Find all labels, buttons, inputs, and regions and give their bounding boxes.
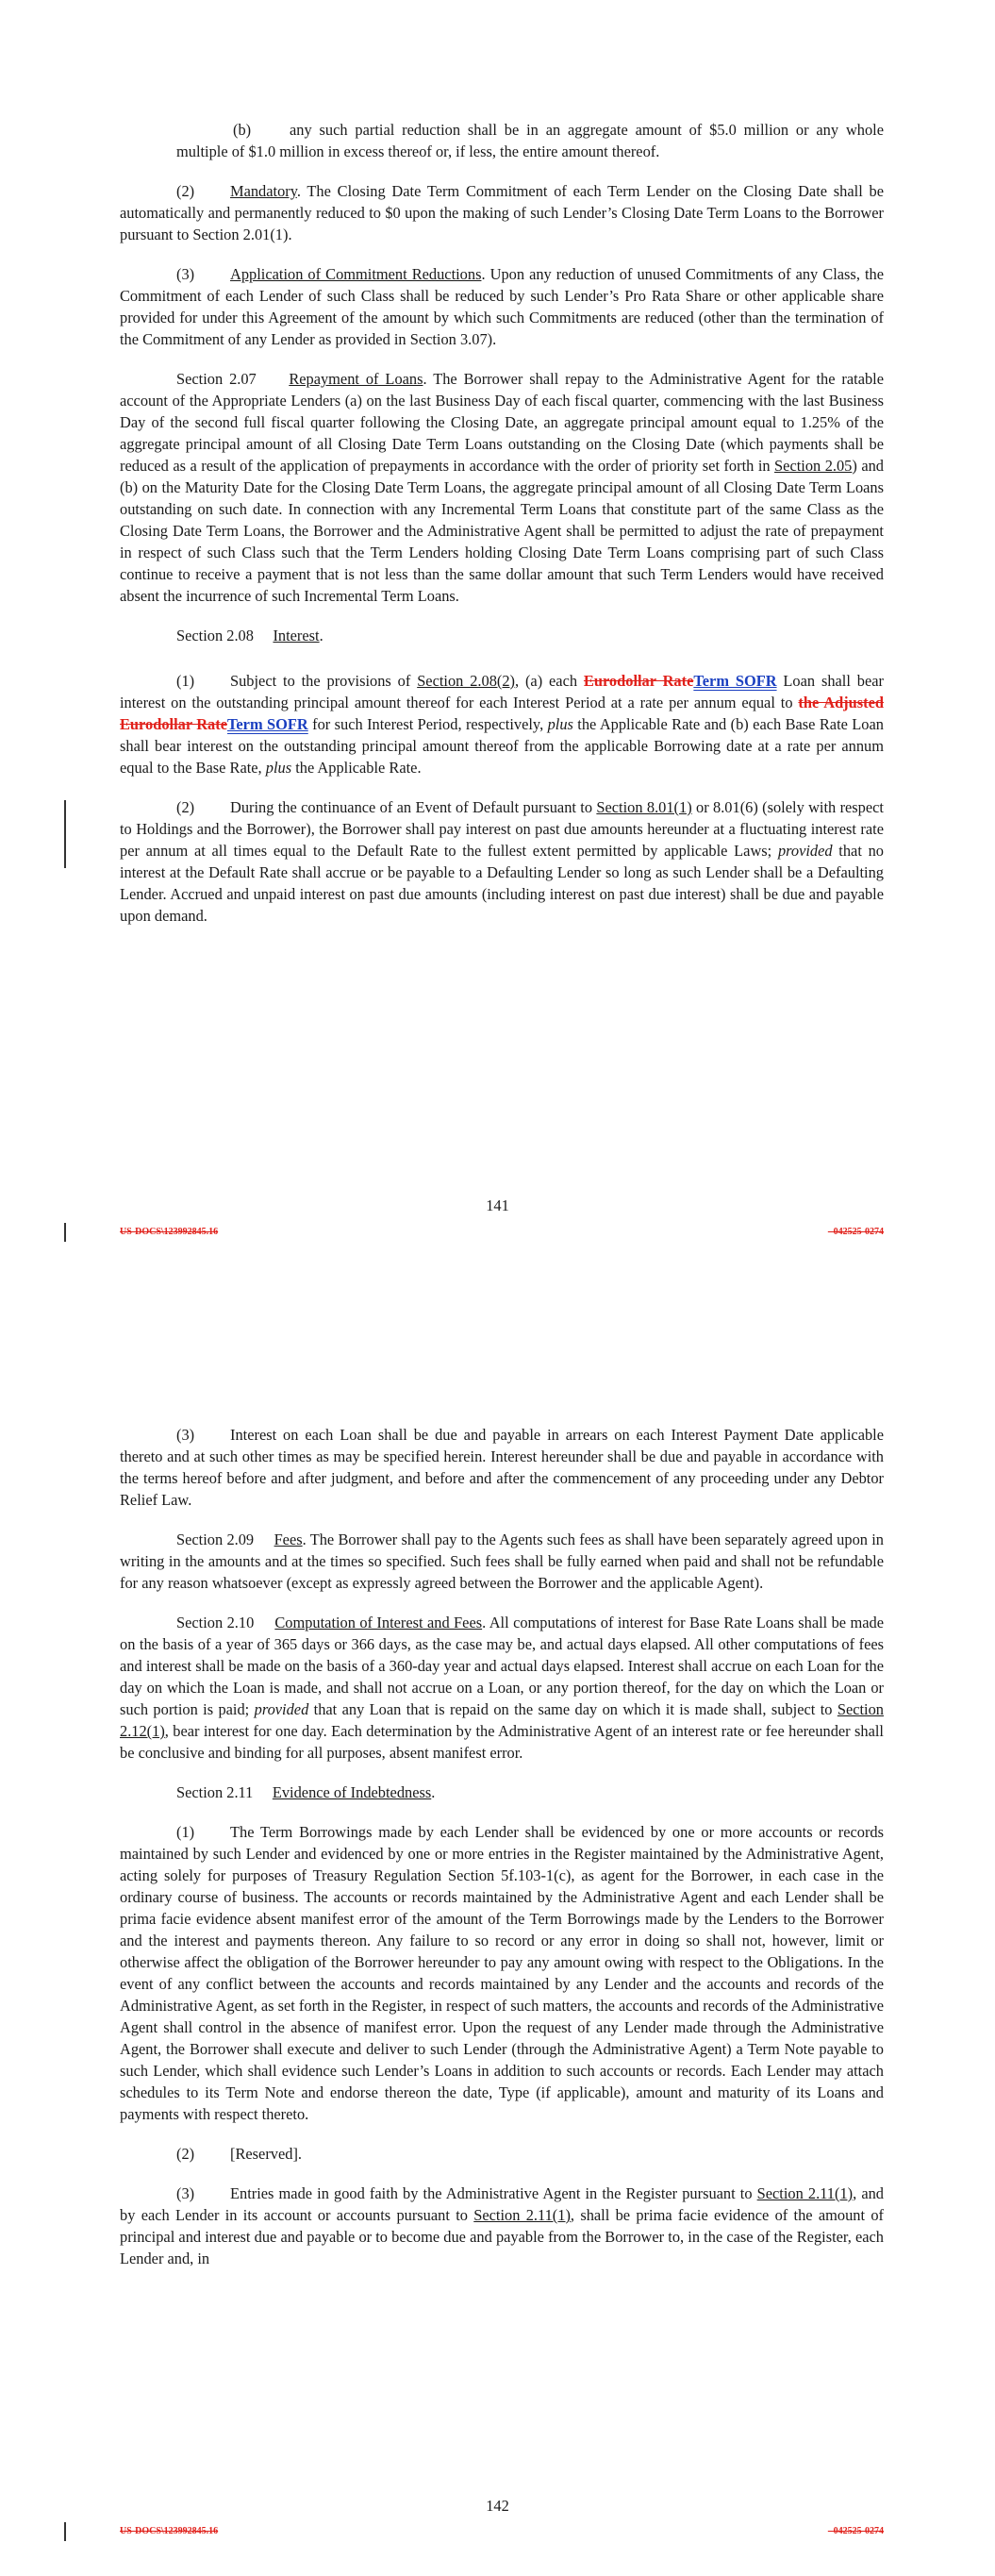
section-2-11-3: (3) Entries made in good faith by the Administrative Agent in the Register pursuant to Section 2.11(1), and by each Lender in its account or accounts pursuant to Section 2.11(1), shall be prima facie evidence of the amount of principal and interest due and payable or to become due and payable from the Borrower to, in the case of the Register, each Lender and, in: [120, 2184, 884, 2267]
page-141-body: [120, 119, 884, 945]
ref-section-2-11-1[interactable]: Section 2.11(1): [473, 2206, 571, 2224]
section-2-11-2: (2) [Reserved].: [176, 2145, 302, 2163]
para-b: (b) any such partial reduction shall be in an aggregate amount of $5.0 million or any whole multiple of $1.0 million in excess thereof or, if less, the entire amount thereof.: [176, 121, 884, 160]
heading-mandatory: Mandatory: [230, 182, 297, 200]
para-3-application: (3) Application of Commitment Reductions. Upon any reduction of unused Commitments of any Class, the Commitment of each Lender of such Class shall be reduced by such Lender’s Pro Rata Share or other applicable share provided for under this Agreement of the amount by which such Commitments are reduced (other than the termination of the Commitment of any Lender as provided in Section 3.07).: [120, 265, 884, 348]
ref-section-2-08-2[interactable]: Section 2.08(2): [417, 672, 516, 690]
section-2-08-3: (3) Interest on each Loan shall be due and payable in arrears on each Interest Payment Date applicable thereto and at such other times as may be specified herein. Interest hereunder shall be due and payable in accordance with the terms hereof before and after judgment, and before and after the commencement of any proceeding under any Debtor Relief Law.: [120, 1426, 884, 1509]
page-142: [0, 1288, 995, 2576]
page-142-body: [120, 1424, 884, 2287]
heading-interest: Interest: [273, 627, 320, 644]
section-2-07: Section 2.07 Repayment of Loans. The Borrower shall repay to the Administrative Agent for the ratable account of the Appropriate Lenders (a) on the last Business Day of each fiscal quarter, commencing with the last Business Day of the second full fiscal quarter following the Closing Date, an aggregate principal amount equal to 1.25% of the aggregate principal amount of all Closing Date Term Loans outstanding on the Closing Date (which payments shall be reduced as a result of the application of prepayments in accordance with the order of priority set forth in Section 2.05) and (b) on the Maturity Date for the Closing Date Term Loans, the aggregate principal amount of all Closing Date Term Loans outstanding on such date. In connection with any Incremental Term Loans that constitute part of the same Class as the Closing Date Term Loans, the Borrower and the Administrative Agent shall be permitted to adjust the rate of prepayment in respect of such Class such that the Term Lenders holding Closing Date Term Loans comprising part of such Class continue to receive a payment that is not less than the same dollar amount that such Term Lenders would have received absent the incurrence of such Incremental Term Loans.: [120, 370, 884, 605]
ref-section-2-11-1[interactable]: Section 2.11(1): [756, 2184, 854, 2202]
inserted-text: Term SOFR: [226, 715, 308, 733]
section-2-08-1: (1) Subject to the provisions of Section 2.08(2), (a) each Eurodollar RateTerm SOFR Loan shall bear interest on the outstanding principal amount thereof for each Interest Period at a rate per annum equal to the Adjusted Eurodollar RateTerm SOFR for such Interest Period, respectively, plus the Applicable Rate and (b) each Base Rate Loan shall bear interest on the outstanding principal amount thereof from the applicable Borrowing date at a rate per annum equal to the Base Rate, plus the Applicable Rate.: [120, 672, 884, 777]
heading-computation: Computation of Interest and Fees: [274, 1614, 483, 1631]
para-2-mandatory: (2) Mandatory. The Closing Date Term Commitment of each Term Lender on the Closing Date shall be automatically and permanently reduced to $0 upon the making of such Lender’s Closing Date Term Loans to the Borrower pursuant to Section 2.01(1).: [120, 182, 884, 243]
ref-section-2-12-1[interactable]: Section 2.12(1): [120, 1700, 884, 1740]
change-bar: [64, 1223, 66, 1242]
footer-doc-id: US-DOCS\123992845.16: [120, 1227, 219, 1237]
heading-application: Application of Commitment Reductions: [230, 265, 482, 283]
section-2-08-heading: Section 2.08 Interest.: [176, 627, 323, 644]
page-number: 141: [486, 1196, 509, 1214]
section-2-11-1: (1) The Term Borrowings made by each Lender shall be evidenced by one or more accounts or records maintained by such Lender and evidenced by one or more entries in the Register maintained by the Administrative Agent, acting solely for purposes of Treasury Regulation Section 5f.103-1(c), as agent for the Borrower, in each case in the ordinary course of business. The accounts or records maintained by the Administrative Agent and each Lender shall be prima facie evidence absent manifest error of the amount of the Term Borrowings made by the Lenders to the Borrower and the interest and payments thereon. Any failure to so record or any error in doing so shall not, however, limit or otherwise affect the obligation of the Borrower hereunder to pay any amount owing with respect to the Obligations. In the event of any conflict between the accounts and records maintained by any Lender and the accounts and records of the Administrative Agent, as set forth in the Register, in respect of such matters, the accounts and records of the Administrative Agent shall control in the absence of manifest error. Upon the request of any Lender made through the Administrative Agent, the Borrower shall execute and deliver to such Lender (through the Administrative Agent) a Term Note payable to such Lender, which shall evidence such Lender’s Loans in addition to such accounts or records. Each Lender may attach schedules to its Term Note and endorse thereon the date, Type (if applicable), amount and maturity of its Loans and payments with respect thereto.: [120, 1823, 884, 2123]
footer-matter-id: - 042525-0274: [827, 2526, 884, 2536]
section-2-10: Section 2.10 Computation of Interest and Fees. All computations of interest for Base Rate Loans shall be made on the basis of a year of 365 days or 366 days, as the case may be, and actual days elapsed. All other computations of fees and interest shall be made on the basis of a 360-day year and actual days elapsed. Interest shall accrue on each Loan for the day on which the Loan is made, and shall not accrue on a Loan, or any portion thereof, for the day on which the Loan or such portion is paid; provided that any Loan that is repaid on the same day on which it is made shall, subject to Section 2.12(1), bear interest for one day. Each determination by the Administrative Agent of an interest rate or fee hereunder shall be conclusive and binding for all purposes, absent manifest error.: [120, 1614, 884, 1762]
heading-fees: Fees: [274, 1531, 303, 1548]
inserted-text: Term SOFR: [693, 672, 777, 690]
ref-section-8-01-1[interactable]: Section 8.01(1): [596, 798, 692, 816]
section-2-09: Section 2.09 Fees. The Borrower shall pay to the Agents such fees as shall have been separately agreed upon in writing in the amounts and at the times so specified. Such fees shall be fully earned when paid and shall not be refundable for any reason whatsoever (except as expressly agreed between the Borrower and the applicable Agent).: [120, 1531, 884, 1592]
footer-matter-id: - 042525-0274: [827, 1227, 884, 1237]
section-2-08-2: (2) During the continuance of an Event of Default pursuant to Section 8.01(1) or 8.01(6) (solely with respect to Holdings and the Borrower), the Borrower shall pay interest on past due amounts hereunder at a fluctuating interest rate per annum at all times equal to the Default Rate to the fullest extent permitted by applicable Laws; provided that no interest at the Default Rate shall accrue or be payable to a Defaulting Lender so long as such Lender shall be a Defaulting Lender. Accrued and unpaid interest on past due amounts (including interest on past due interest) shall be due and payable upon demand.: [120, 798, 884, 925]
change-bar: [64, 2522, 66, 2541]
deleted-text: Eurodollar Rate: [583, 672, 694, 690]
heading-repayment: Repayment of Loans: [289, 370, 423, 388]
ref-section-2-05[interactable]: Section 2.05: [774, 457, 853, 475]
change-bar: [64, 800, 66, 868]
section-2-11-heading: Section 2.11 Evidence of Indebtedness.: [176, 1783, 436, 1801]
footer-doc-id: US-DOCS\123992845.16: [120, 2526, 219, 2536]
page-number: 142: [486, 2497, 509, 2515]
deleted-text: the Adjusted Eurodollar Rate: [120, 694, 884, 733]
heading-evidence: Evidence of Indebtedness: [272, 1783, 432, 1801]
